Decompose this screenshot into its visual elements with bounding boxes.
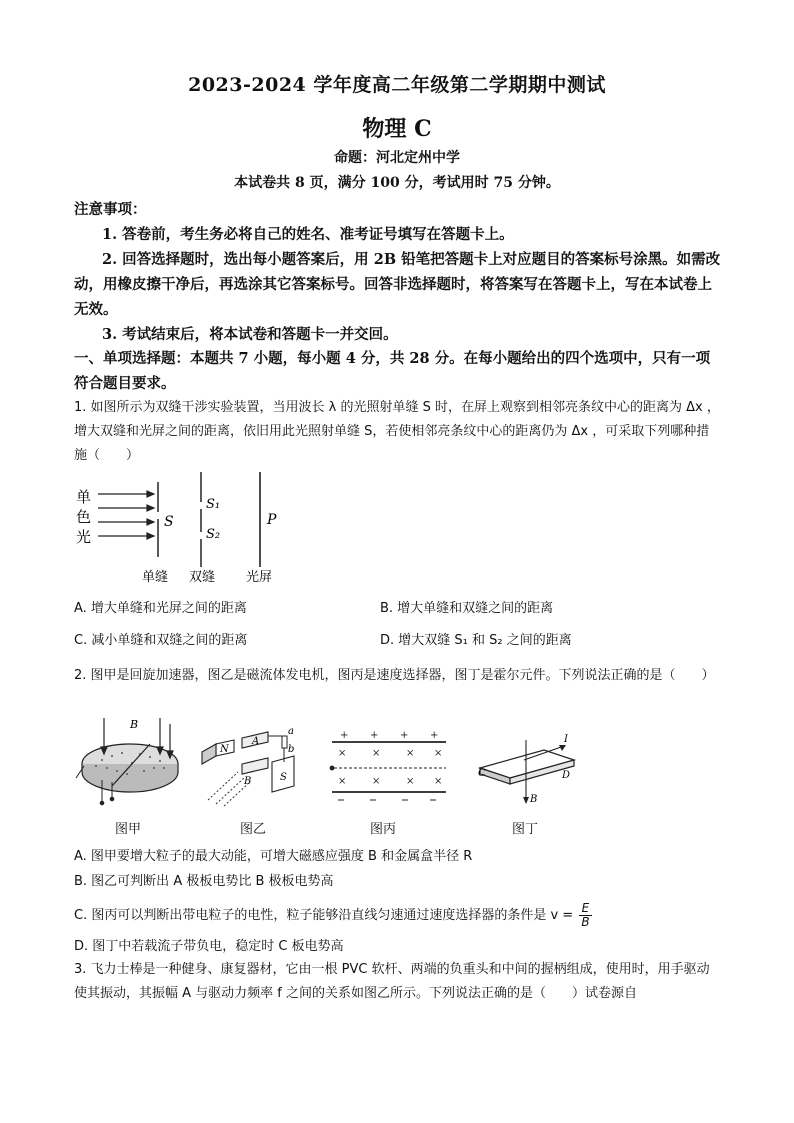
exam-author: 命题：河北定州中学 (334, 150, 460, 166)
light-label-char-2: 色 (76, 508, 92, 526)
terminal-a-label: a (288, 726, 294, 737)
svg-text:+: + (430, 730, 439, 741)
light-label-char-3: 光 (76, 528, 92, 546)
plate-b-label: B (244, 776, 252, 787)
slit-s2-label: S₂ (206, 527, 221, 542)
hall-b-label: B (530, 794, 538, 805)
hall-element-figure (474, 730, 586, 810)
fraction-numerator: E (579, 902, 591, 916)
exam-subject: 物理 C (362, 116, 432, 142)
slit-s1-label: S₁ (206, 497, 221, 512)
svg-text:×: × (372, 748, 381, 759)
figure-jia-caption: 图甲 (115, 822, 142, 837)
plate-a-upper-label: A (252, 736, 260, 747)
exam-title: 2023-2024 学年度高二年级第二学期期中测试 (188, 74, 606, 96)
cyclotron-b-label: B (130, 718, 139, 731)
figure-bing-caption: 图丙 (370, 822, 397, 837)
svg-text:+: + (370, 730, 379, 741)
light-label-char-1: 单 (76, 488, 92, 506)
screen-p-label: P (267, 512, 277, 528)
svg-text:×: × (338, 748, 347, 759)
magnet-s-label: S (280, 772, 287, 783)
exam-info: 本试卷共 8 页，满分 100 分，考试用时 75 分钟。 (234, 175, 560, 191)
svg-text:×: × (406, 748, 415, 759)
svg-text:×: × (434, 748, 443, 759)
q1-option-a: A. 增大单缝和光屏之间的距离 (74, 601, 247, 616)
caption-double-slit: 双缝 (189, 570, 216, 585)
hall-d-label: D (562, 770, 571, 781)
svg-text:×: × (434, 776, 443, 787)
figure-yi-caption: 图乙 (240, 822, 267, 837)
svg-text:×: × (406, 776, 415, 787)
velocity-selector-figure (326, 730, 450, 810)
q2-option-c-fraction (579, 902, 591, 929)
cyclotron-figure (72, 716, 190, 808)
q2-option-a: A. 图甲要增大粒子的最大动能，可增大磁感应强度 B 和金属盒半径 R (74, 849, 473, 864)
double-slit-figure (72, 472, 304, 587)
question-1-stem: 1. 如图所示为双缝干涉实验装置，当用波长 λ 的光照射单缝 S 时，在屏上观察到相邻亮条纹中心的距离为 Δx ，增大双缝和光屏之间的距离，依旧用此光照射单缝 S，若使相邻亮条纹中心的距离仍为 Δx ，可采取下列哪种措施（ ） (74, 400, 720, 463)
q2-option-c (74, 902, 592, 929)
slit-s-label: S (164, 514, 174, 530)
q1-option-d: D. 增大双缝 S₁ 和 S₂ 之间的距离 (380, 633, 572, 648)
question-3-stem: 3. 飞力士棒是一种健身、康复器材，它由一根 PVC 软杆、两端的负重头和中间的握柄组成，使用时，用手驱动使其振动，其振幅 A 与驱动力频率 f 之间的关系如图乙所示。下列说法正确的是（ ）试卷源自 (74, 962, 710, 1001)
mhd-generator-figure (198, 722, 310, 808)
q2-option-d: D. 图丁中若载流子带负电，稳定时 C 板电势高 (74, 939, 344, 954)
hall-current-label: I (564, 734, 568, 745)
caption-screen: 光屏 (246, 570, 273, 585)
field-crosses-row-1 (338, 748, 442, 759)
svg-text:+: + (340, 730, 349, 741)
svg-text:×: × (338, 776, 347, 787)
caption-single-slit: 单缝 (142, 570, 169, 585)
hall-c-label: C (478, 768, 486, 779)
q1-option-b: B. 增大单缝和双缝之间的距离 (380, 601, 554, 616)
q1-option-c: C. 减小单缝和双缝之间的距离 (74, 633, 248, 648)
section-1-heading: 一、单项选择题：本题共 7 小题，每小题 4 分，共 28 分。在每小题给出的四个选项中，只有一项符合题目要求。 (74, 350, 711, 392)
figure-ding-caption: 图丁 (512, 822, 539, 837)
svg-text:×: × (372, 776, 381, 787)
q2-option-b: B. 图乙可判断出 A 极板电势比 B 极板电势高 (74, 874, 334, 889)
q2-option-c-text: C. 图丙可以判断出带电粒子的电性，粒子能够沿直线匀速通过速度选择器的条件是 v = (74, 908, 574, 923)
light-rays (98, 491, 154, 539)
terminal-b-label: b (288, 744, 295, 755)
field-crosses-row-2 (338, 776, 442, 787)
notice-heading: 注意事项： (74, 201, 147, 218)
fraction-denominator: B (581, 915, 590, 929)
question-2-stem: 2. 图甲是回旋加速器，图乙是磁流体发电机，图丙是速度选择器，图丁是霍尔元件。下列说法正确的是（ ） (74, 668, 715, 683)
magnet-n-label: N (220, 744, 229, 755)
notice-item-1: 1. 答卷前，考生务必将自己的姓名、准考证号填写在答题卡上。 (102, 226, 514, 243)
svg-text:+: + (400, 730, 409, 741)
notice-item-3: 3. 考试结束后，将本试卷和答题卡一并交回。 (102, 326, 398, 343)
plus-signs (340, 730, 438, 741)
notice-item-2: 2. 回答选择题时，选出每小题答案后，用 2B 铅笔把答题卡上对应题目的答案标号涂黑。如需改动，用橡皮擦干净后，再选涂其它答案标号。回答非选择题时，将答案写在答题卡上，写在本试卷上无效。 (74, 251, 721, 318)
